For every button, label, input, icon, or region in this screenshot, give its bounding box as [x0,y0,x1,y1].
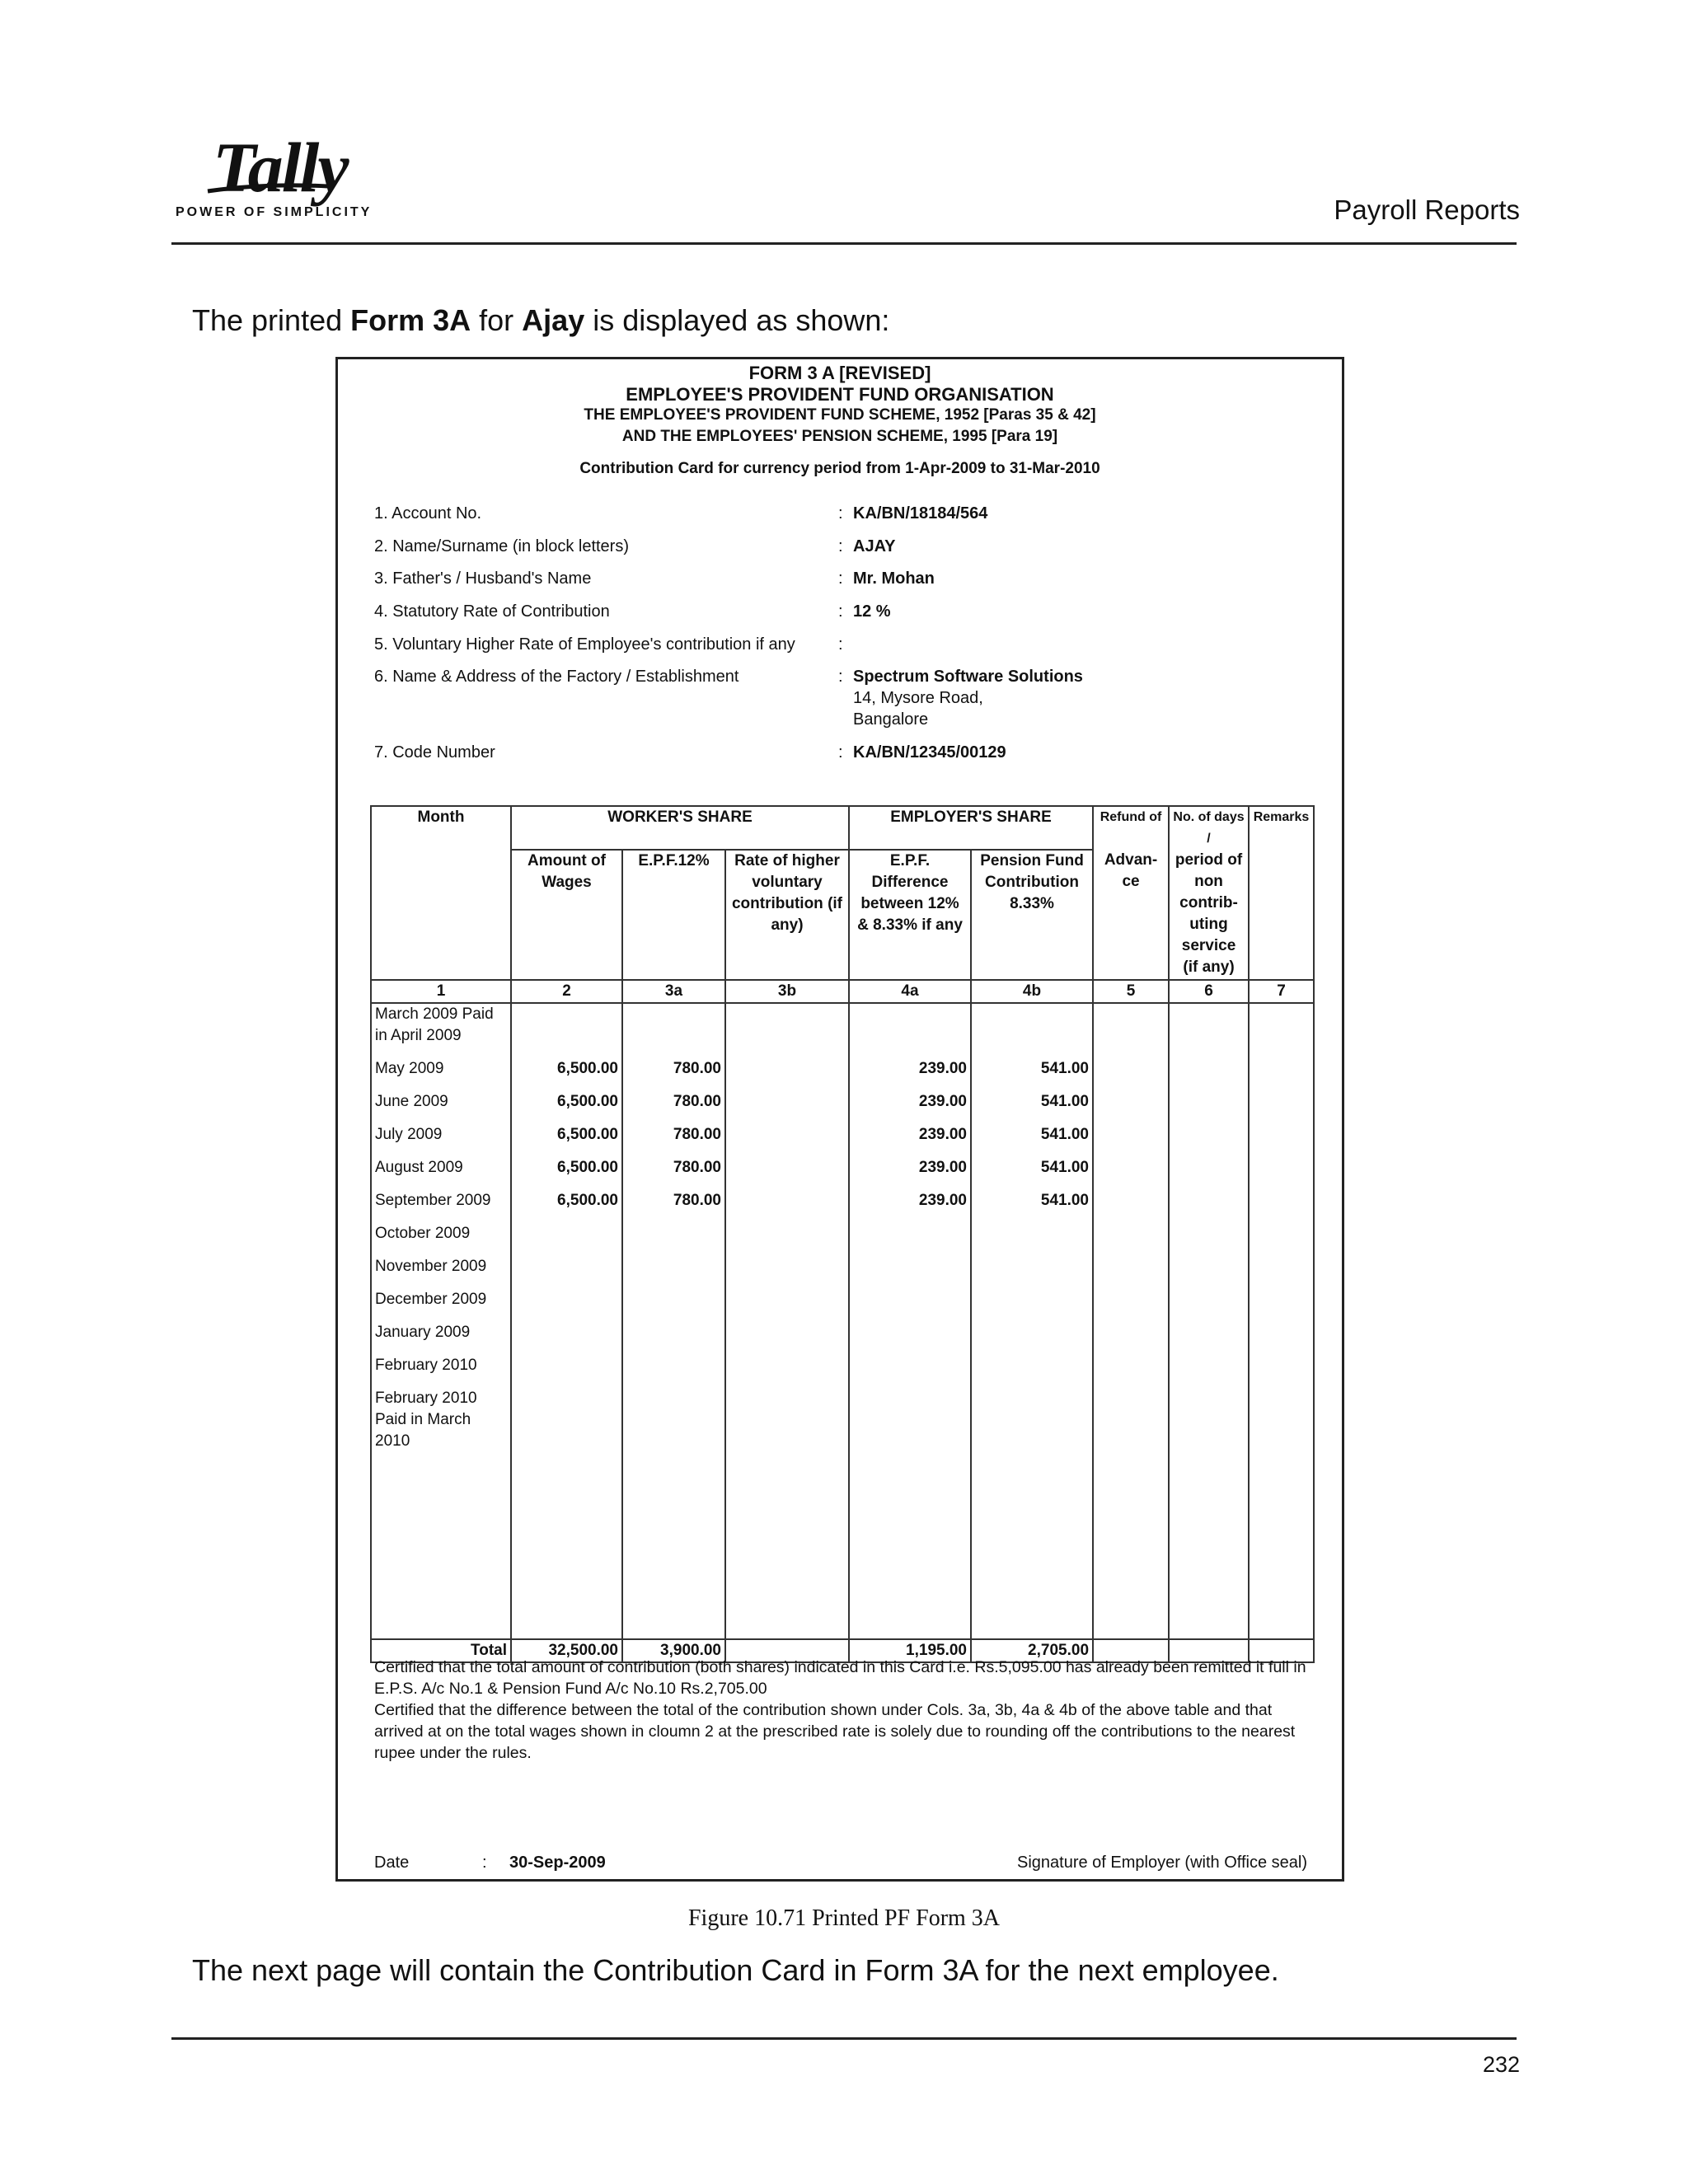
diff-cell [849,1003,971,1058]
header-remarks: Remarks [1249,806,1314,850]
field-label-father-name: 3. Father's / Husband's Name [374,569,592,588]
pension-cell [971,1289,1093,1322]
establishment-address-line1: 14, Mysore Road, [853,689,983,707]
table-row [371,1003,1314,1058]
form-scheme-1995: AND THE EMPLOYEES' PENSION SCHEME, 1995 [Para 19] [621,428,1058,445]
wages-cell: 6,500.00 [511,1124,622,1157]
pension-cell [971,1223,1093,1256]
pension-cell [971,1355,1093,1388]
rate-cell [725,1388,849,1462]
diff-cell: 239.00 [849,1058,971,1091]
total-diff: 1,195.00 [849,1639,971,1662]
remarks-cell [1249,1091,1314,1124]
blank-cell [725,1462,849,1639]
table-row [371,1223,1314,1256]
pension-cell [971,1256,1093,1289]
blank-cell [1093,1462,1169,1639]
pension-cell: 541.00 [971,1124,1093,1157]
epf-cell [622,1322,725,1355]
month-cell: August 2009 [371,1157,511,1190]
wages-cell [511,1223,622,1256]
field-label-establishment: 6. Name & Address of the Factory / Establishment [374,668,739,686]
footer-divider [171,2037,1517,2040]
wages-cell [511,1003,622,1058]
remarks-cell [1249,1003,1314,1058]
form-scheme-1952: THE EMPLOYEE'S PROVIDENT FUND SCHEME, 1952 [Paras 35 & 42] [584,406,1096,424]
wages-cell: 6,500.00 [511,1058,622,1091]
days-cell [1169,1355,1249,1388]
refund-cell [1093,1289,1169,1322]
wages-cell: 6,500.00 [511,1190,622,1223]
pension-cell [971,1388,1093,1462]
rate-cell [725,1289,849,1322]
blank-cell [1249,1462,1314,1639]
table-row [371,1322,1314,1355]
remarks-cell [1249,1124,1314,1157]
remarks-cell [1249,1355,1314,1388]
tally-logo-text: Tally [213,128,348,207]
rate-cell [725,1190,849,1223]
field-label-code-number: 7. Code Number [374,743,495,762]
header-divider [171,242,1517,245]
month-cell: January 2009 [371,1322,511,1355]
remarks-cell [1249,1256,1314,1289]
page-number: 232 [1482,2052,1520,2077]
total-epf: 3,900.00 [622,1639,725,1662]
form-3a-card [335,357,1344,1882]
diff-cell [849,1289,971,1322]
blank-cell [1169,1462,1249,1639]
total-pension: 2,705.00 [971,1639,1093,1662]
epf-cell [622,1223,725,1256]
rate-cell [725,1157,849,1190]
certification-paragraph-2: Certified that the difference between the total of the contribution shown under Cols. 3a, 3b, 4a & 4b of the above table and that arrived at on the total wages shown in cloumn 2 at the prescribed rate is solely due to rounding off the contributions to the nearest rupee under the rules. [374,1701,1296,1762]
header-pension-fund: Pension Fund Contribution 8.33% [971,850,1093,980]
table-row [371,1289,1314,1322]
pension-cell [971,1003,1093,1058]
contribution-period: Contribution Card for currency period from 1-Apr-2009 to 31-Mar-2010 [579,460,1100,477]
diff-cell: 239.00 [849,1190,971,1223]
table-row [371,1124,1314,1157]
total-label: Total [371,1639,511,1662]
logo-swoosh-icon [206,181,330,194]
rate-cell [725,1003,849,1058]
refund-cell [1093,1124,1169,1157]
table-row [371,1157,1314,1190]
intro-paragraph: The printed Form 3A for Ajay is displayed as shown: [192,303,890,337]
figure-caption: Figure 10.71 Printed PF Form 3A [687,1905,1001,1931]
table-row [371,1355,1314,1388]
header-month: Month [371,806,511,980]
table-blank-space [371,1462,1314,1639]
wages-cell: 6,500.00 [511,1157,622,1190]
remarks-cell [1249,1058,1314,1091]
field-label-name: 2. Name/Surname (in block letters) [374,537,630,555]
rate-cell [725,1223,849,1256]
field-label-account-no: 1. Account No. [374,504,482,523]
month-cell: September 2009 [371,1190,511,1223]
field-value-account-no: KA/BN/18184/564 [853,504,988,523]
wages-cell [511,1289,622,1322]
total-wages: 32,500.00 [511,1639,622,1662]
refund-cell [1093,1256,1169,1289]
column-number: 6 [1169,980,1249,1003]
field-value-statutory-rate: 12 % [853,602,891,621]
column-number: 4b [971,980,1093,1003]
column-number: 2 [511,980,622,1003]
days-cell [1169,1157,1249,1190]
month-cell: May 2009 [371,1058,511,1091]
days-cell [1169,1256,1249,1289]
date-label: Date [374,1854,410,1872]
epf-cell [622,1003,725,1058]
column-number: 3b [725,980,849,1003]
remarks-cell [1249,1190,1314,1223]
remarks-cell [1249,1388,1314,1462]
days-cell [1169,1388,1249,1462]
contribution-table [370,805,1315,1663]
epf-cell: 780.00 [622,1124,725,1157]
refund-cell [1093,1003,1169,1058]
remarks-cell [1249,1289,1314,1322]
form-title: FORM 3 A [REVISED] [748,363,931,383]
form-organisation: EMPLOYEE'S PROVIDENT FUND ORGANISATION [626,384,1054,405]
header-period-non-contributing: period of non contrib- uting service (if any) [1169,850,1249,980]
days-cell [1169,1058,1249,1091]
pension-cell: 541.00 [971,1157,1093,1190]
table-row [371,1058,1314,1091]
header-remarks-blank [1249,850,1314,980]
diff-cell [849,1355,971,1388]
field-colon: : [838,504,843,523]
epf-cell [622,1256,725,1289]
epf-cell: 780.00 [622,1157,725,1190]
month-cell: December 2009 [371,1289,511,1322]
wages-cell [511,1355,622,1388]
days-cell [1169,1091,1249,1124]
pension-cell [971,1322,1093,1355]
date-colon: : [482,1854,487,1872]
certification-text [374,1657,1314,1764]
remarks-cell [1249,1223,1314,1256]
month-cell: March 2009 Paid in April 2009 [371,1003,511,1058]
header-rate-of-higher-contribution: Rate of higher voluntary contribution (if any) [725,850,849,980]
blank-cell [849,1462,971,1639]
month-cell: July 2009 [371,1124,511,1157]
field-value-father-name: Mr. Mohan [853,569,935,588]
days-cell [1169,1289,1249,1322]
diff-cell: 239.00 [849,1124,971,1157]
table-row [371,1256,1314,1289]
wages-cell: 6,500.00 [511,1091,622,1124]
establishment-address-line2: Bangalore [853,710,929,729]
header-amount-of-wages: Amount of Wages [511,850,622,980]
epf-cell [622,1289,725,1322]
month-cell: February 2010 [371,1355,511,1388]
month-cell: June 2009 [371,1091,511,1124]
wages-cell [511,1388,622,1462]
pension-cell: 541.00 [971,1190,1093,1223]
field-colon: : [838,635,843,654]
section-title: Payroll Reports [1334,194,1520,225]
field-label-statutory-rate: 4. Statutory Rate of Contribution [374,602,610,621]
diff-cell: 239.00 [849,1091,971,1124]
refund-cell [1093,1223,1169,1256]
days-cell [1169,1190,1249,1223]
header-epf-12: E.P.F.12% [622,850,725,980]
diff-cell [849,1322,971,1355]
blank-cell [371,1462,511,1639]
date-value: 30-Sep-2009 [509,1854,606,1872]
field-colon: : [838,743,843,762]
month-cell: February 2010 Paid in March 2010 [371,1388,511,1462]
month-cell: November 2009 [371,1256,511,1289]
header-workers-share: WORKER'S SHARE [511,806,849,850]
month-cell: October 2009 [371,1223,511,1256]
diff-cell: 239.00 [849,1157,971,1190]
days-cell [1169,1003,1249,1058]
epf-cell: 780.00 [622,1091,725,1124]
refund-cell [1093,1157,1169,1190]
rate-cell [725,1355,849,1388]
days-cell [1169,1223,1249,1256]
blank-cell [971,1462,1093,1639]
table-row [371,1388,1314,1462]
outro-paragraph: The next page will contain the Contribution Card in Form 3A for the next employee. [192,1953,1279,1987]
refund-cell [1093,1091,1169,1124]
field-value-name: AJAY [853,537,896,555]
pension-cell: 541.00 [971,1058,1093,1091]
rate-cell [725,1058,849,1091]
field-colon: : [838,602,843,621]
field-colon: : [838,537,843,555]
header-employers-share: EMPLOYER'S SHARE [849,806,1093,850]
column-number: 4a [849,980,971,1003]
blank-cell [511,1462,622,1639]
column-number: 3a [622,980,725,1003]
table-row [371,1190,1314,1223]
blank-cell [622,1462,725,1639]
rate-cell [725,1322,849,1355]
days-cell [1169,1124,1249,1157]
field-colon: : [838,668,843,686]
epf-cell: 780.00 [622,1190,725,1223]
column-number: 7 [1249,980,1314,1003]
field-value-establishment: Spectrum Software Solutions [853,668,1083,686]
column-number: 1 [371,980,511,1003]
remarks-cell [1249,1157,1314,1190]
epf-cell [622,1355,725,1388]
refund-cell [1093,1190,1169,1223]
signature-of-employer: Signature of Employer (with Office seal) [1016,1854,1307,1872]
table-row [371,1091,1314,1124]
field-value-code-number: KA/BN/12345/00129 [853,743,1006,762]
diff-cell [849,1256,971,1289]
header-epf-difference: E.P.F. Difference between 12% & 8.33% if any [849,850,971,980]
logo-tagline: POWER OF SIMPLICITY [176,205,373,219]
epf-cell [622,1388,725,1462]
wages-cell [511,1322,622,1355]
header-refund-of: Refund of [1093,806,1169,850]
epf-cell: 780.00 [622,1058,725,1091]
days-cell [1169,1322,1249,1355]
refund-cell [1093,1388,1169,1462]
wages-cell [511,1256,622,1289]
refund-cell [1093,1355,1169,1388]
refund-cell [1093,1058,1169,1091]
refund-cell [1093,1322,1169,1355]
field-colon: : [838,569,843,588]
remarks-cell [1249,1322,1314,1355]
diff-cell [849,1223,971,1256]
header-no-of-days: No. of days / [1169,806,1249,850]
pension-cell: 541.00 [971,1091,1093,1124]
header-advance: Advan- ce [1093,850,1169,980]
field-label-voluntary-rate: 5. Voluntary Higher Rate of Employee's contribution if any [374,635,795,654]
column-number: 5 [1093,980,1169,1003]
diff-cell [849,1388,971,1462]
certification-paragraph-1: Certified that the total amount of contribution (both shares) indicated in this Card i.e. Rs.5,095.00 has already been remitted it full in E.P.S. A/c No.1 & Pension Fund A/c No.10 Rs.2,705.00 [374,1658,1306,1698]
rate-cell [725,1124,849,1157]
rate-cell [725,1256,849,1289]
rate-cell [725,1091,849,1124]
